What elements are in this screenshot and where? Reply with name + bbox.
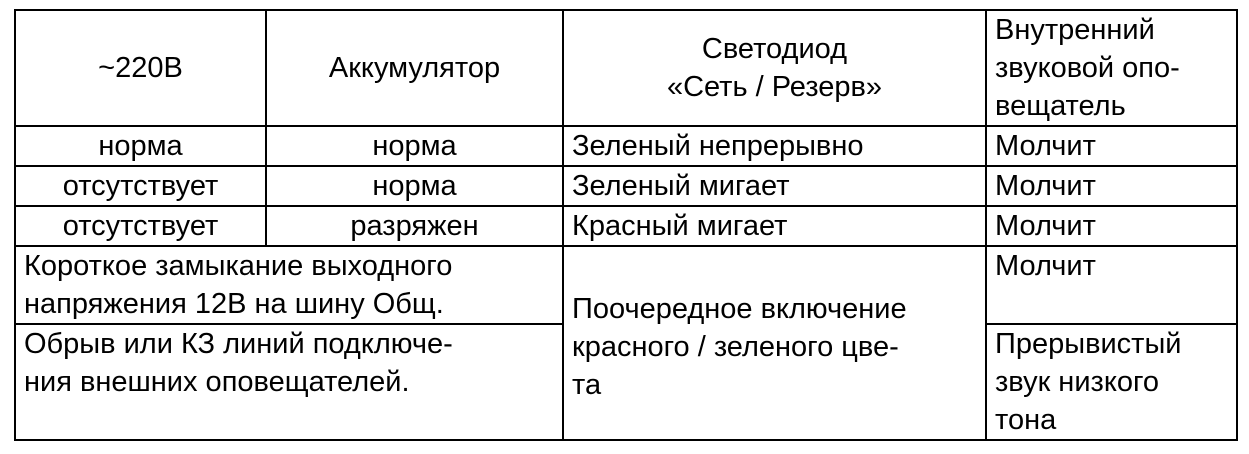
table-row <box>15 206 1237 246</box>
fault-short-circuit: Короткое замыкание выходного напряжения 12В на шину Общ. <box>15 246 563 324</box>
table-row <box>15 246 1237 324</box>
cell-mains: отсутствует <box>15 206 266 246</box>
header-sounder: Внутренний звуковой опо- вещатель <box>986 10 1237 126</box>
cell-sounder: Молчит <box>986 166 1237 206</box>
sounder-intermittent: Прерывистый звук низкого тона <box>986 324 1237 440</box>
fault-line-break: Обрыв или КЗ линий подключе- ния внешних оповещателей. <box>15 324 563 440</box>
table-row <box>15 166 1237 206</box>
status-table <box>14 9 1238 441</box>
cell-led: Красный мигает <box>563 206 986 246</box>
cell-battery: разряжен <box>266 206 563 246</box>
cell-led: Зеленый мигает <box>563 166 986 206</box>
cell-sounder: Молчит <box>986 126 1237 166</box>
header-battery: Аккумулятор <box>266 10 563 126</box>
header-mains: ~220В <box>15 10 266 126</box>
table-header-row <box>15 10 1237 126</box>
sounder-silent: Молчит <box>986 246 1237 324</box>
cell-mains: норма <box>15 126 266 166</box>
table-row <box>15 126 1237 166</box>
cell-led: Зеленый непрерывно <box>563 126 986 166</box>
led-alternating: Поочередное включение красного / зеленого цве- та <box>563 246 986 440</box>
cell-battery: норма <box>266 126 563 166</box>
cell-mains: отсутствует <box>15 166 266 206</box>
cell-battery: норма <box>266 166 563 206</box>
cell-sounder: Молчит <box>986 206 1237 246</box>
header-led: Светодиод «Сеть / Резерв» <box>563 10 986 126</box>
